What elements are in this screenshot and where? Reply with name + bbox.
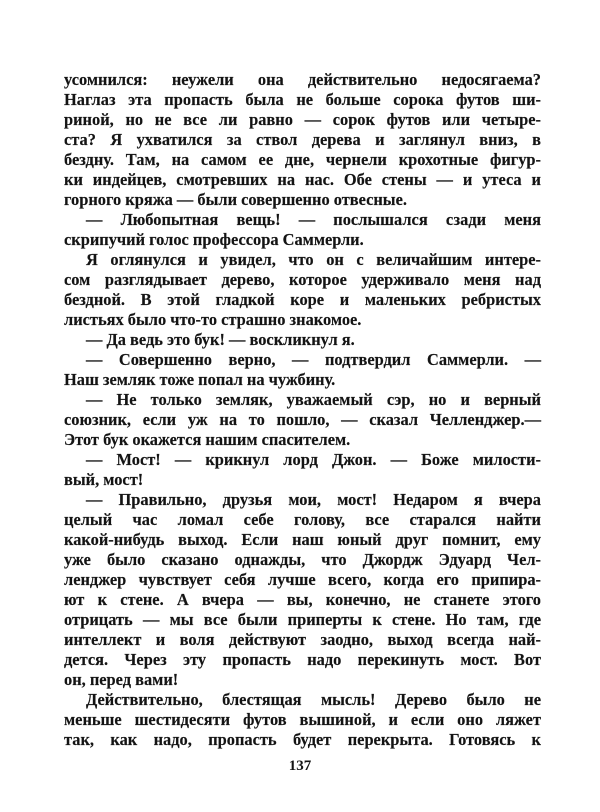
text-line: — Совершенно верно, — подтвердил Саммерли. —	[86, 350, 541, 369]
text-line: скрипучий голос профессора Саммерли.	[64, 230, 364, 249]
text-line: Действительно, блестящая мысль! Дерево было не	[86, 690, 541, 709]
text-line: — Правильно, друзья мои, мост! Недаром я вчера	[86, 490, 541, 509]
text-line: горного кряжа — были совершенно отвесные.	[64, 190, 407, 209]
text-line: так, как надо, пропасть будет перекрыта. Готовясь к	[64, 730, 541, 749]
text-line: — Не только земляк, уважаемый сэр, но и верный	[86, 390, 541, 409]
text-line: ют к стене. А вчера — вы, конечно, не станете этого	[64, 590, 541, 609]
text-line: усомнился: неужели она действительно недосягаема?	[64, 70, 541, 89]
text-line: целый час ломал себе голову, все старался найти	[64, 510, 541, 529]
text-line: бездной. В этой гладкой коре и маленьких ребристых	[64, 290, 541, 309]
text-line: ста? Я ухватился за ствол дерева и заглянул вниз, в	[64, 130, 541, 149]
book-page-text	[64, 70, 541, 750]
text-line: интеллект и воля действуют заодно, выход всегда най-	[64, 630, 541, 649]
text-line: отрицать — мы все были приперты к стене. Но там, где	[64, 610, 541, 629]
text-line: — Да ведь это бук! — воскликнул я.	[86, 330, 355, 349]
text-line: дется. Через эту пропасть надо перекинуть мост. Вот	[64, 650, 541, 669]
text-line: Этот бук окажется нашим спасителем.	[64, 430, 351, 449]
text-line: он, перед вами!	[64, 670, 179, 689]
text-line: сом разглядывает дерево, которое удерживало меня над	[64, 270, 541, 289]
text-line: меньше шестидесяти футов вышиной, и если оно ляжет	[64, 710, 541, 729]
text-line: уже было сказано однажды, что Джордж Эдуард Чел-	[64, 550, 541, 569]
text-line: бездну. Там, на самом ее дне, чернели крохотные фигур-	[64, 150, 541, 169]
text-line: союзник, если уж на то пошло, — сказал Челленджер.—	[64, 410, 541, 429]
text-line: — Мост! — крикнул лорд Джон. — Боже милости-	[86, 450, 541, 469]
text-line: Наш земляк тоже попал на чужбину.	[64, 370, 336, 389]
text-line: листьях было что-то страшно знакомое.	[64, 310, 362, 329]
text-line: какой-нибудь выход. Если наш юный друг помнит, ему	[64, 530, 541, 549]
text-line: ленджер чувствует себя лучше всего, когда его припира-	[64, 570, 541, 589]
text-line: риной, но не все ли равно — сорок футов или четыре-	[64, 110, 541, 129]
text-line: Я оглянулся и увидел, что он с величайшим интере-	[86, 250, 541, 269]
text-line: ки индейцев, смотревших на нас. Обе стены — и утеса и	[64, 170, 541, 189]
text-line: вый, мост!	[64, 470, 144, 489]
page-number: 137	[288, 758, 312, 774]
text-line: — Любопытная вещь! — послышался сзади меня	[86, 210, 541, 229]
text-line: Наглаз эта пропасть была не больше сорока футов ши-	[64, 90, 541, 109]
